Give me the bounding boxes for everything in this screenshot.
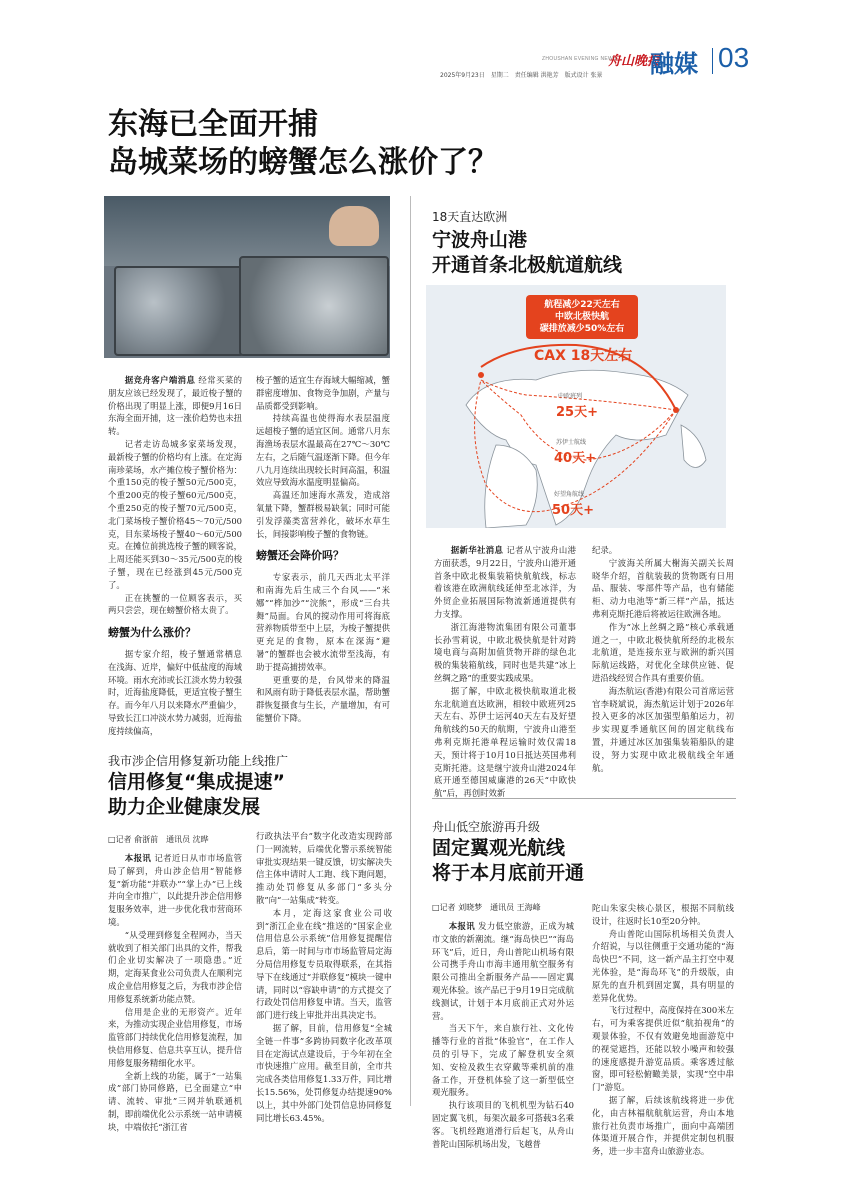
story4-paragraph: 飞行过程中，高度保持在300米左右，可为乘客提供近似“航拍视角”的观景体验，不仅有效避免地面游览中的视觉遮挡，还能以较小噪声和较强的速度感提升游览品质。乘客透过舷窗，即可轻松俯瞰美景，实现“空中串门”游览。 xyxy=(592,1005,734,1093)
map-origin-dot xyxy=(673,407,679,413)
story1-headline xyxy=(108,106,628,182)
map-banner-line2: 中欧北极快航 xyxy=(554,312,609,322)
story4-title xyxy=(432,836,732,886)
story3-paragraph: 本月，定海这家食业公司收到“浙江企业在线”推送的“国家企业信用信息公示系统”信用修复提醒信息后，第一时间与市市场监管局定海分局信用修复专员取得联系，在其指导下在线通过“并联修复”模块一键申请，同时以“容缺申请”的方式提交了行政处罚信用修复申请。当天，监管部门进行线上审批并出具决定书。 xyxy=(256,907,392,1021)
story2-kicker: 18天直达欧洲 xyxy=(432,210,508,224)
story3-paragraph: 行政执法平台”数字化改造实现跨部门一网流转，后端优化警示系统智能审批实现结果一键反馈，切实解决失信主体申请时人工跑、线下跑问题，推动处罚修复从多部门“多头分散”向“一站集成”转变。 xyxy=(256,831,392,905)
story4-paragraph: 执行该项目的飞机机型为钻石40固定翼飞机，每架次最多可搭载3名乘客。飞机经跑道滑行后起飞，从舟山普陀山国际机场出发，飞越普 xyxy=(432,1100,574,1149)
story4-lead: 本报讯 xyxy=(448,921,476,931)
map-route3-days: 50天+ xyxy=(552,503,594,518)
story3-title xyxy=(108,770,408,820)
story2-column-1 xyxy=(434,544,576,800)
map-banner-line3: 碳排放减少50%左右 xyxy=(539,324,625,334)
story2-lead: 据新华社消息 xyxy=(450,545,504,555)
story1-headline-line2: 岛城菜场的螃蟹怎么涨价了？ xyxy=(108,145,498,180)
map-route2-days: 40天+ xyxy=(554,451,596,466)
story2-title-line2: 开通首条北极航道航线 xyxy=(432,254,623,276)
story1-paragraph: 正在挑蟹的一位顾客表示，买两只尝尝，现在螃蟹价格太贵了。 xyxy=(108,592,242,616)
story4-paragraph: 当天下午，来自旅行社、文化传播等行业的首批“体验官”，在工作人员的引导下，完成了解登机安全须知、安检及救生衣穿戴等乘机前的准备工作，开登机体验了这一新型低空观光服务。 xyxy=(432,1023,574,1098)
story3-paragraph: 本报讯 记者近日从市市场监管局了解到，舟山涉企信用“智能修复”新功能“并联办”“掌上办”已上线并向全市推广，以此提升涉企信用修复服务效率，进一步优化我市营商环境。 xyxy=(108,853,243,927)
story2-column-2 xyxy=(592,544,734,774)
story4-byline: □记者 刘晓梦 通讯员 王海峰 xyxy=(432,903,541,912)
story3-column-1 xyxy=(108,852,242,1134)
story4-paragraph: 据了解，后续该航线将进一步优化，由吉林福航航航运营，舟山本地旅行社负责市场推广，面向中高端团体渠道开展合作，并提供定制包机服务，进一步丰富舟山旅游业态。 xyxy=(592,1094,734,1157)
map-route3-name: 好望角航线 xyxy=(554,491,585,498)
story1-paragraph: 据竞舟客户端消息 经常买菜的朋友应该已经发现了，最近梭子蟹的价格出现了明显上涨，即便9月16日东海全面开捕，这一涨价趋势也未扭转。 xyxy=(108,375,243,437)
story4-title-line2: 将于本月底前开通 xyxy=(432,862,585,884)
story3-kicker: 我市涉企信用修复新功能上线推广 xyxy=(108,754,289,768)
story2-title-line1: 宁波舟山港 xyxy=(432,229,528,251)
map-cax-label: CAX 18天左右 xyxy=(534,348,633,364)
story2-story4-divider xyxy=(432,798,736,799)
story4-paragraph: 舟山普陀山国际机场相关负责人介绍说，与以往侧重于交通功能的“海岛快巴”不同，这一新产品主打空中观光体验，是“海岛环飞”的升级版，由原先的直升机到固定翼，具有明显的差异化优势。 xyxy=(592,928,734,1003)
photo-crab-box-left xyxy=(114,266,244,356)
map-destination-dot xyxy=(478,372,484,378)
story4-paragraph: 本报讯 发力低空旅游，正成为城市文旅的新潮流。继“海岛快巴”“海岛环飞”后，近日，舟山普陀山机场有限公司携手舟山市海丰通用航空服务有限公司推出全新服务产品——固定翼观光体验。该产品已于9月19日完成航线测试，计划于本月底前正式对外运营。 xyxy=(432,921,575,1021)
story3-column-2 xyxy=(256,830,392,1124)
story2-paragraph: 宁波海关所属大榭海关副关长周晓华介绍，首航装载的货物既有日用品、服装、零部件等产品，也有储能柜、动力电池等“新三样”产品，抵达弗利克斯托港后将被运往欧洲各地。 xyxy=(592,557,734,619)
masthead-english-name: ZHOUSHAN EVENING NEWS xyxy=(542,56,617,62)
story2-paragraph: 据了解，中欧北极快航取道北极东北航道直达欧洲，相较中欧班列25天左右、苏伊士运河40天左右及好望角航线约50天的航期，宁波舟山港至弗利克斯托港单程运输时效仅需18天，预计将于10月10日抵达英国弗利克斯托港。这是继宁波舟山港2024年底开通至德国威廉港的26天“中欧快航”后，再创时效新 xyxy=(434,685,576,799)
map-route2-name: 苏伊士航线 xyxy=(556,439,587,446)
story4-column-2 xyxy=(592,902,734,1158)
story3-paragraph: 信用是企业的无形资产。近年来，为推动实现企业信用修复，市场监管部门持续优化信用修复流程，加快信用修复、信息共享互认，提升信用修复服务精细化水平。 xyxy=(108,1006,242,1068)
story2-paragraph: 据新华社消息 记者从宁波舟山港方面获悉，9月22日，宁波舟山港开通首条中欧北极集装箱快航航线，标志着该港在欧洲航线延伸至北冰洋，为外贸企业拓展国际物流新通道提供有力支撑。 xyxy=(434,545,576,619)
story3-byline: □记者 俞浙前 通讯员 沈晔 xyxy=(108,835,209,844)
story1-subhead-1: 螃蟹为什么涨价？ xyxy=(108,626,196,640)
crab-market-photo xyxy=(104,196,390,358)
story2-paragraph: 作为“冰上丝绸之路”核心承载通道之一，中欧北极快航所经的北极东北航道，是连接东亚与欧洲的新兴国际航运线路，对优化全球供应链、促进沿线经贸合作具有重要价值。 xyxy=(592,621,734,683)
masthead-paper-name: 舟山晚报 xyxy=(608,54,661,69)
story1-headline-line1: 东海已全面开捕 xyxy=(108,107,318,142)
story3-title-line2: 助力企业健康发展 xyxy=(108,796,261,818)
masthead-section: 融媒 xyxy=(650,50,698,78)
story1-column-1 xyxy=(108,374,242,738)
column-divider xyxy=(410,196,411,1106)
story3-paragraph: 全新上线的功能，属于“一站集成”部门协同修路，已全面建立“申请、流转、审批”三网并轨联通机制，即前端优化公示系统一站申请模块，中端依托“浙江省 xyxy=(108,1070,242,1132)
story2-paragraph: 纪录。 xyxy=(592,545,618,555)
photo-crab-box-right xyxy=(239,256,389,356)
story2-paragraph: 浙江海港物流集团有限公司董事长孙雪莉说，中欧北极快航是针对跨境电商与高附加值货物开辟的绿色北极的集装箱航线，同时也是共建“冰上丝绸之路”的重要实践成果。 xyxy=(434,621,576,683)
story3-paragraph: 据了解，目前，信用修复“全城全链一件事”多跨协同数字化改革项目在定海试点建设后，于今年初在全市快速推广应用。截至目前，全市共完成各类信用修复1.33万件，同比增长15.56%，处罚修复办结提速90%以上，其中外部门处罚信息协同修复同比增长63.45%。 xyxy=(256,1022,392,1123)
story3-title-line1: 信用修复“集成提速” xyxy=(108,771,285,793)
story1-paragraph: 记者走访岛城多家菜场发现，最新梭子蟹的价格均有上涨。在定海南珍菜场，水产摊位梭子蟹价格为：个重150克的梭子蟹50元/500克，个重200克的梭子蟹60元/500克，个重250克的梭子蟹70元/500克，北门菜场梭子蟹价格45～70元/500克，目东菜场梭子蟹40～60元/500克。在摊位前挑选梭子蟹的顾客说，上周还能买到30～35元/500克的梭子蟹，现在已经涨到45元/500克了。 xyxy=(108,438,242,590)
story2-title xyxy=(432,228,732,278)
map-banner xyxy=(526,299,638,335)
story1-subhead-2: 螃蟹还会降价吗？ xyxy=(256,549,344,563)
masthead-page-number: 03 xyxy=(718,42,750,73)
map-route1-name: 中欧班列 xyxy=(558,393,583,400)
story4-column-1 xyxy=(432,920,574,1150)
story4-title-line1: 固定翼观光航线 xyxy=(432,837,566,859)
story3-lead: 本报讯 xyxy=(124,853,152,863)
story1-paragraph: 梭子蟹的适宜生存海域大幅缩减，蟹群密度增加、食物竞争加剧，产量与品质都受到影响。 xyxy=(256,375,390,411)
arctic-route-map xyxy=(426,285,726,528)
story1-paragraph: 高温还加速海水蒸发，造成溶氧量下降，蟹群极易缺氧；同时可能引发浮藻类富营养化，破坏水草生长，间接影响梭子蟹的食物链。 xyxy=(256,490,390,539)
map-route1-days: 25天+ xyxy=(556,405,598,420)
story1-paragraph: 据专家介绍，梭子蟹通常栖息在浅海、近岸，偏好中低盐度的海域环境。雨水充沛或长江淡水势力较强时，近海盐度降低，更适宜梭子蟹生存。而今年八月以来降水严重偏少，导致长江口冲淡水势力减弱，近海盐度持续偏高， xyxy=(108,648,242,736)
story4-kicker: 舟山低空旅游再升级 xyxy=(432,820,541,834)
map-banner-line1: 航程减少22天左右 xyxy=(544,300,620,310)
story1-lead: 据竞舟客户端消息 xyxy=(124,375,196,385)
story4-paragraph: 陀山朱家尖核心景区，根据不同航线设计，往返时长10至20分钟。 xyxy=(592,903,734,926)
story1-column-2 xyxy=(256,374,390,725)
masthead-meta: 2025年9月23日 星期二 责任编辑 洪艳芳 版式设计 张景 xyxy=(440,72,603,79)
story3-paragraph: “从受理到修复全程网办，当天就收到了相关部门出具的文件，帮我们企业切实解决了一项隐患。”近期，定海某食业公司负责人在顺利完成企业信用修复之后，为我市涉企信用修复系统新功能点赞。 xyxy=(108,929,242,1004)
story2-paragraph: 海杰航运(香港)有限公司首席运营官李晓斌说，海杰航运计划于2026年投入更多的冰区加强型船舶运力，初步实现夏季通航区间的固定航线布置，并通过冰区加强集装箱船队的建设，努力实现中欧北极航线全年通航。 xyxy=(592,685,734,773)
story1-paragraph: 专家表示，前几天西北太平洋和南海先后生成三个台风——“米娜”“桦加沙”“浣熊”，形成“三台共舞”局面。台风的搅动作用可将海底营养物质带至中上层，为梭子蟹提供更充足的食物，原本在深海“避暑”的蟹群也会被水流带至浅海，有助于提高捕捞效率。 xyxy=(256,572,390,672)
story1-paragraph: 更重要的是，台风带来的降温和风雨有助于降低表层水温，帮助蟹群恢复摄食与生长，产量增加，有可能蟹价下降。 xyxy=(256,674,390,723)
story1-paragraph: 持续高温也使得海水表层温度远超梭子蟹的适宜区间。通常八月东海渔场表层水温最高在27℃～30℃左右，之后随气温逐渐下降。但今年八九月连续出现较长时间高温，积温效应导致海水温度明显偏高。 xyxy=(256,413,390,488)
photo-hand xyxy=(329,206,379,246)
